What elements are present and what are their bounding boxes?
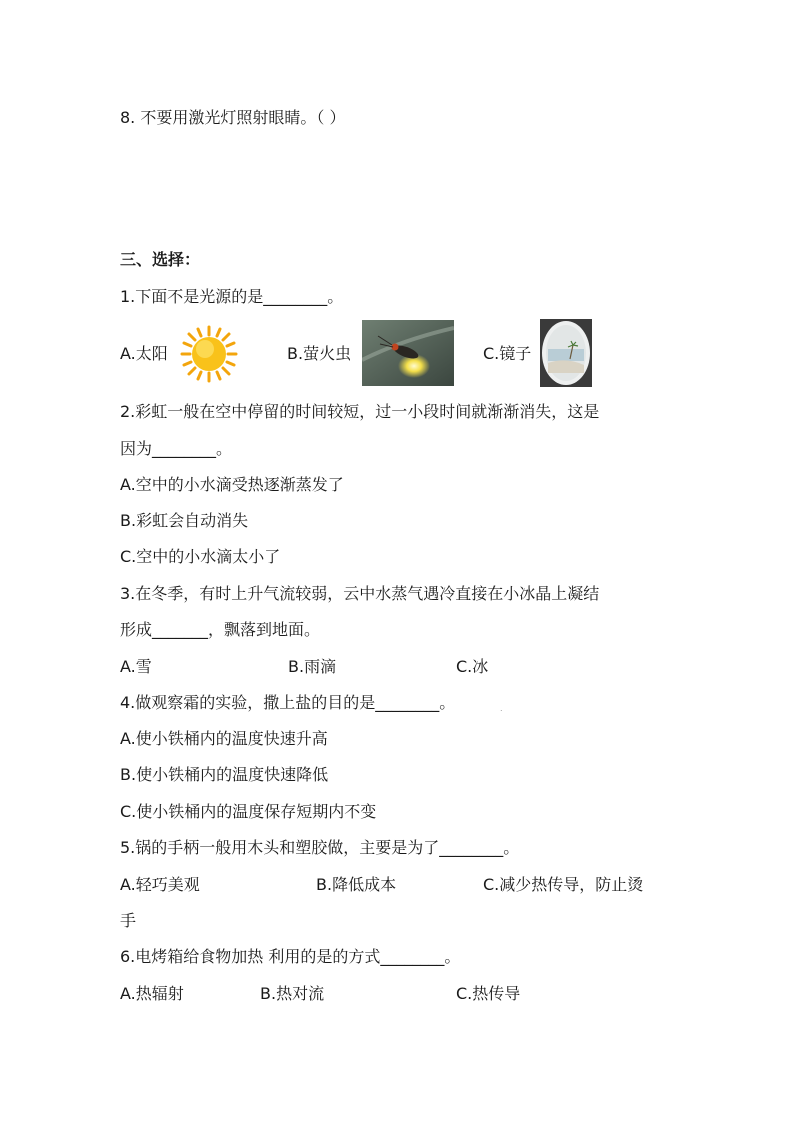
question-3-stem-line-1: 3.在冬季，有时上升气流较弱，云中水蒸气遇冷直接在小冰晶上凝结 [120,584,600,603]
question-1-stem: 1.下面不是光源的是________。 [120,287,344,306]
question-3-option-a: A.雪 [120,657,152,676]
question-3-option-b: B.雨滴 [288,657,337,676]
question-4-option-c: C.使小铁桶内的温度保存短期内不变 [120,802,377,821]
question-6-option-b: B.热对流 [260,984,325,1003]
question-6-option-c: C.热传导 [456,984,521,1003]
sun-image [180,325,238,383]
question-1-option-c: C.镜子 [483,344,532,363]
question-8: 8. 不要用激光灯照射眼睛。（ ） [120,108,346,127]
question-6-stem: 6.电烤箱给食物加热 利用的是的方式________。 [120,947,461,966]
question-2-option-c: C.空中的小水滴太小了 [120,547,281,566]
stray-mark: . [500,704,503,713]
question-6-option-a: A.热辐射 [120,984,184,1003]
question-1-option-a: A.太阳 [120,344,168,363]
section-title: 三、选择： [120,250,201,269]
question-5-option-c: C.减少热传导，防止烫 [483,875,644,894]
question-5-option-c-continued: 手 [120,911,137,930]
question-2-option-a: A.空中的小水滴受热逐渐蒸发了 [120,475,344,494]
question-4-option-b: B.使小铁桶内的温度快速降低 [120,765,329,784]
mirror-image [540,319,592,387]
question-2-stem-line-2: 因为________。 [120,439,233,458]
question-5-option-b: B.降低成本 [316,875,397,894]
firefly-image [362,320,454,386]
question-3-stem-line-2: 形成_______，飘落到地面。 [120,620,321,639]
question-2-option-b: B.彩虹会自动消失 [120,511,249,530]
question-3-option-c: C.冰 [456,657,489,676]
question-1-option-b: B.萤火虫 [287,344,352,363]
question-4-stem: 4.做观察霜的实验，撒上盐的目的是________。 [120,693,456,712]
question-2-stem-line-1: 2.彩虹一般在空中停留的时间较短，过一小段时间就渐渐消失，这是 [120,402,600,421]
question-5-stem: 5.锅的手柄一般用木头和塑胶做，主要是为了________。 [120,838,520,857]
question-5-option-a: A.轻巧美观 [120,875,200,894]
question-4-option-a: A.使小铁桶内的温度快速升高 [120,729,328,748]
